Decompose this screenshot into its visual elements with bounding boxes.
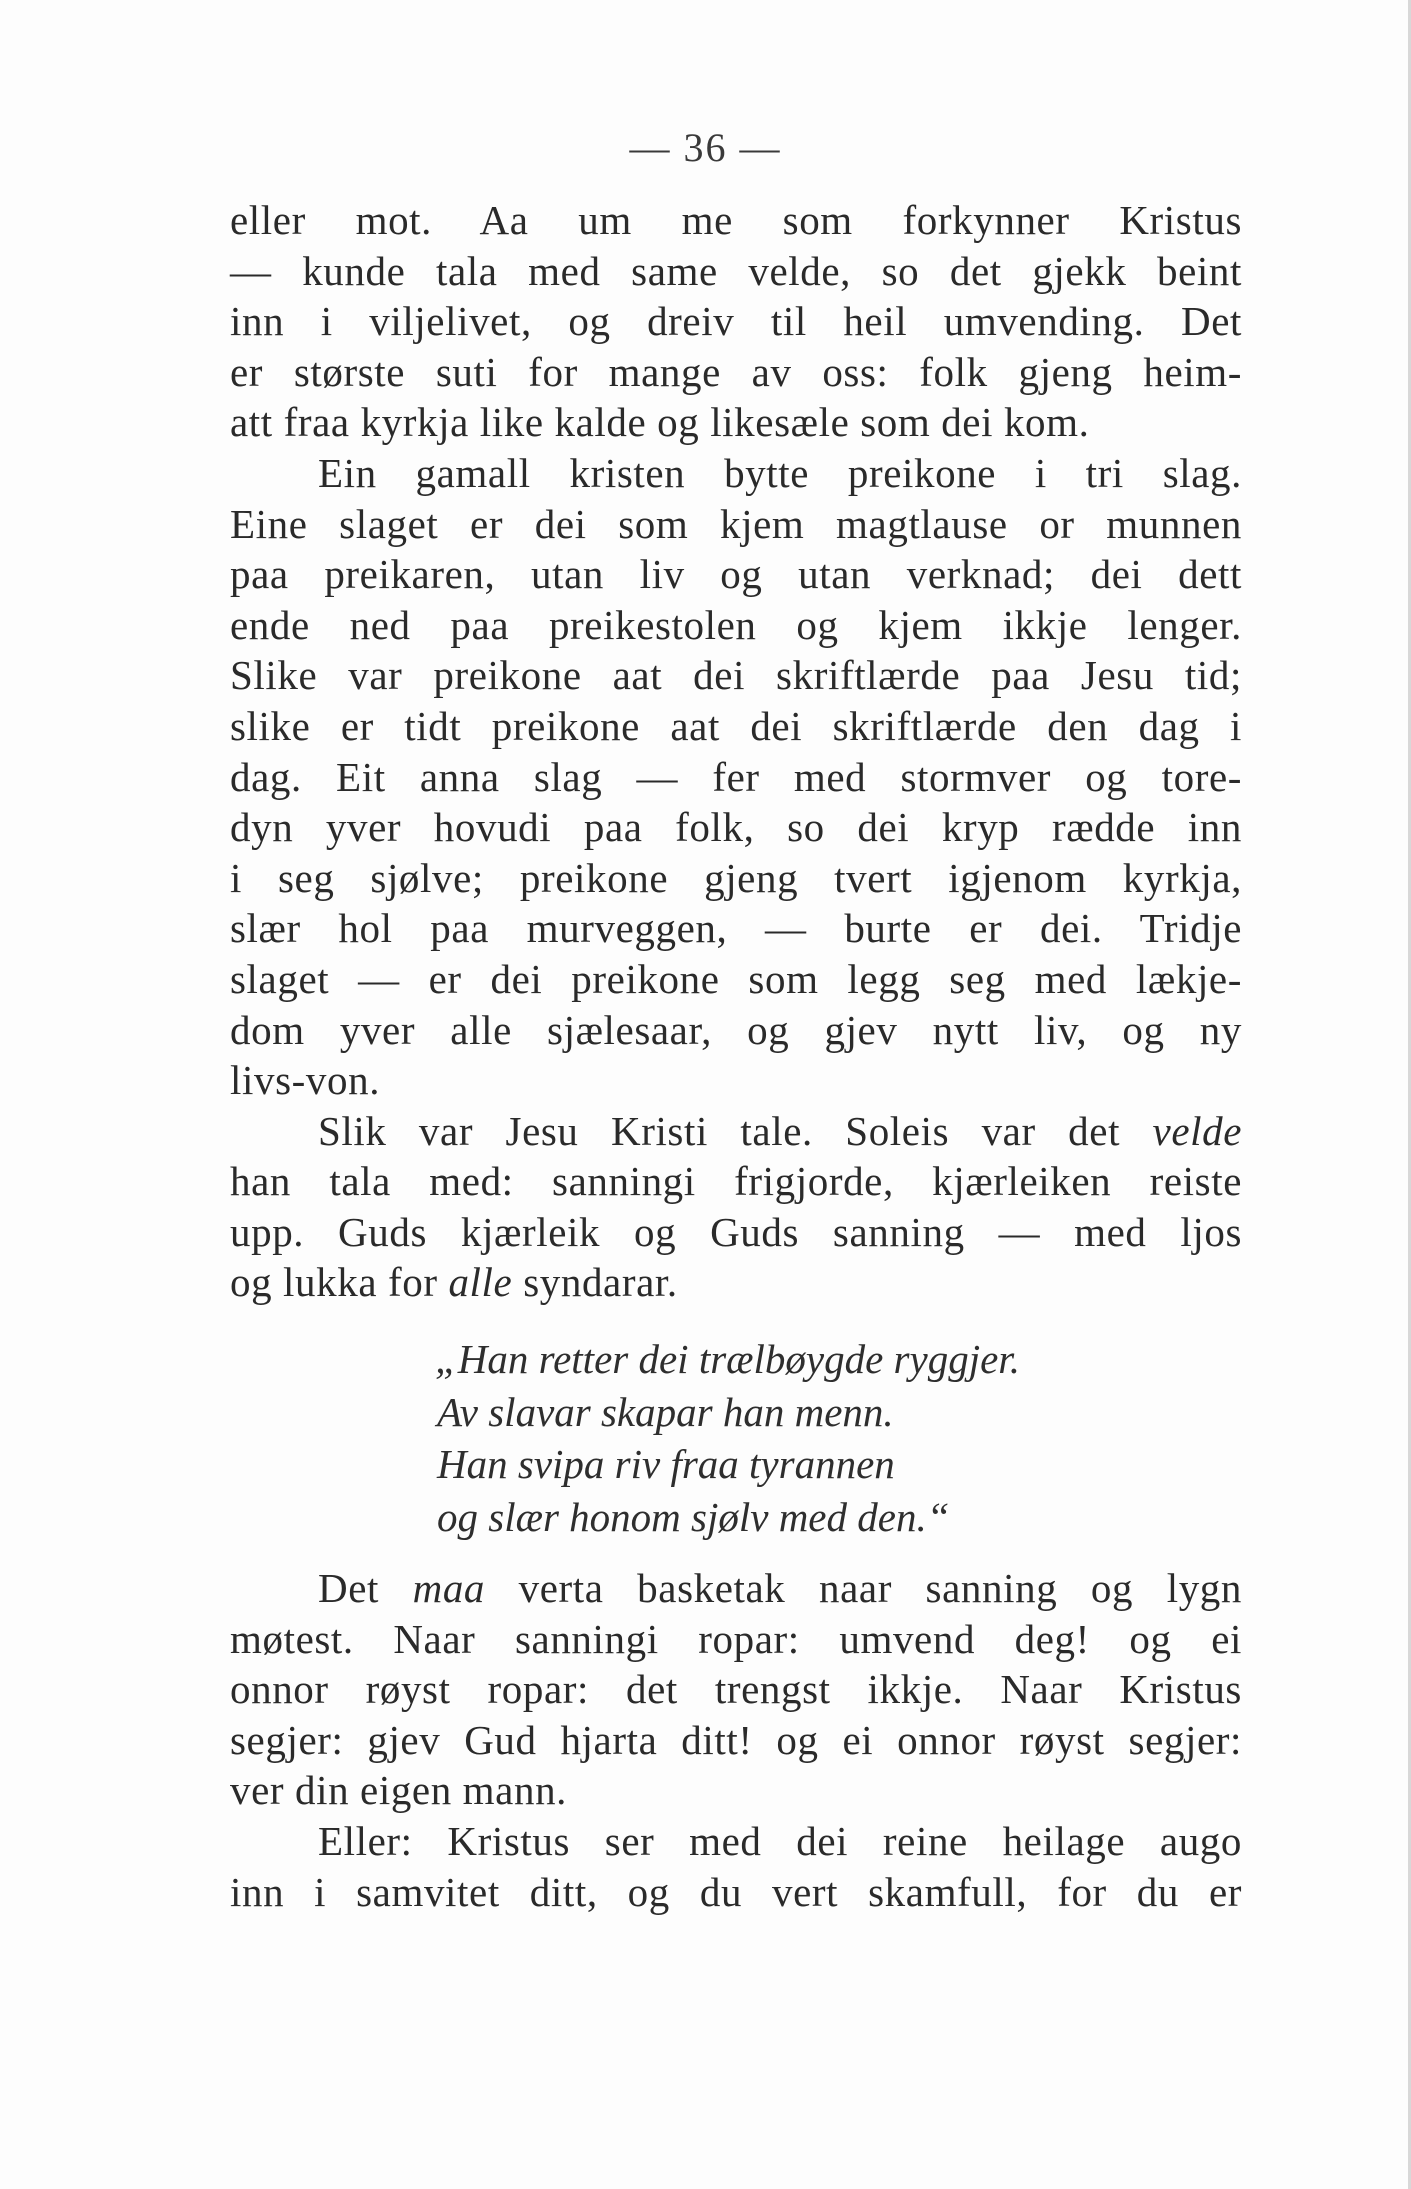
text-line: ende ned paa preikestolen og kjem ikkje lenger. bbox=[230, 601, 1242, 648]
poem-line: Av slavar skapar han menn. bbox=[437, 1388, 894, 1435]
text-line: dom yver alle sjælesaar, og gjev nytt liv, og ny bbox=[230, 1006, 1242, 1053]
text-line: Eller: Kristus ser med dei reine heilage augo bbox=[318, 1817, 1242, 1864]
text-line: livs-von. bbox=[230, 1057, 381, 1104]
text-line: att fraa kyrkja like kalde og likesæle som dei kom. bbox=[230, 399, 1090, 446]
text-fragment: og lukka for bbox=[230, 1259, 449, 1306]
text-line: upp. Guds kjærleik og Guds sanning — med ljos bbox=[230, 1208, 1242, 1255]
text-line: i seg sjølve; preikone gjeng tvert igjenom kyrkja, bbox=[230, 854, 1242, 901]
poem-line: og slær honom sjølv med den.“ bbox=[437, 1493, 950, 1540]
text-line: slike er tidt preikone aat dei skriftlærde den dag i bbox=[230, 702, 1242, 749]
text-line: paa preikaren, utan liv og utan verknad; dei dett bbox=[230, 551, 1242, 598]
emphasis-text: alle bbox=[448, 1259, 513, 1306]
text-line bbox=[230, 1563, 1242, 1614]
text-line: inn i samvitet ditt, og du vert skamfull, for du er bbox=[230, 1868, 1242, 1915]
text-line: onnor røyst ropar: det trengst ikkje. Naar Kristus bbox=[230, 1666, 1242, 1713]
paragraph-3 bbox=[230, 1106, 1242, 1308]
paragraph-2 bbox=[230, 448, 1242, 1106]
text-line: han tala med: sanningi frigjorde, kjærleiken reiste bbox=[230, 1158, 1242, 1205]
text-fragment: Det bbox=[318, 1565, 413, 1611]
text-line: møtest. Naar sanningi ropar: umvend deg! og ei bbox=[230, 1615, 1242, 1662]
text-line: segjer: gjev Gud hjarta ditt! og ei onnor røyst segjer: bbox=[230, 1716, 1242, 1763]
paragraph-5 bbox=[230, 1816, 1242, 1917]
text-column-lower bbox=[230, 1563, 1242, 1917]
text-column bbox=[230, 195, 1242, 1308]
text-line: er største suti for mange av oss: folk gjeng heim- bbox=[230, 348, 1242, 395]
poem-line: Han svipa riv fraa tyrannen bbox=[437, 1441, 895, 1487]
text-fragment: Slik var Jesu Kristi tale. Soleis var det bbox=[318, 1107, 1153, 1154]
text-line: — kunde tala med same velde, so det gjekk beint bbox=[230, 247, 1242, 294]
text-line: dag. Eit anna slag — fer med stormver og tore- bbox=[230, 753, 1242, 800]
emphasis-text: velde bbox=[1152, 1107, 1242, 1154]
emphasis-text: maa bbox=[412, 1565, 486, 1611]
paragraph-1 bbox=[230, 195, 1242, 448]
poem-line: „Han retter dei trælbøygde ryggjer. bbox=[435, 1336, 1020, 1382]
text-fragment: syndarar. bbox=[512, 1259, 678, 1306]
poem-quote bbox=[435, 1333, 1020, 1543]
page-number: — 36 — bbox=[629, 125, 782, 170]
text-line bbox=[230, 1106, 1242, 1157]
text-line: slær hol paa murveggen, — burte er dei. Tridje bbox=[230, 905, 1242, 952]
paragraph-4 bbox=[230, 1563, 1242, 1816]
text-line: Eine slaget er dei som kjem magtlause or munnen bbox=[230, 500, 1242, 547]
text-line: ver din eigen mann. bbox=[230, 1767, 568, 1814]
text-fragment: verta basketak naar sanning og lygn bbox=[485, 1565, 1242, 1611]
text-line: eller mot. Aa um me som forkynner Kristus bbox=[230, 197, 1242, 243]
text-line: dyn yver hovudi paa folk, so dei kryp rædde inn bbox=[230, 804, 1242, 851]
text-line: Slike var preikone aat dei skriftlærde paa Jesu tid; bbox=[230, 652, 1242, 699]
text-line bbox=[230, 1257, 1242, 1308]
text-line: Ein gamall kristen bytte preikone i tri slag. bbox=[318, 449, 1242, 496]
text-line: inn i viljelivet, og dreiv til heil umvending. Det bbox=[230, 298, 1242, 345]
text-line: slaget — er dei preikone som legg seg med lækje- bbox=[230, 955, 1242, 1002]
